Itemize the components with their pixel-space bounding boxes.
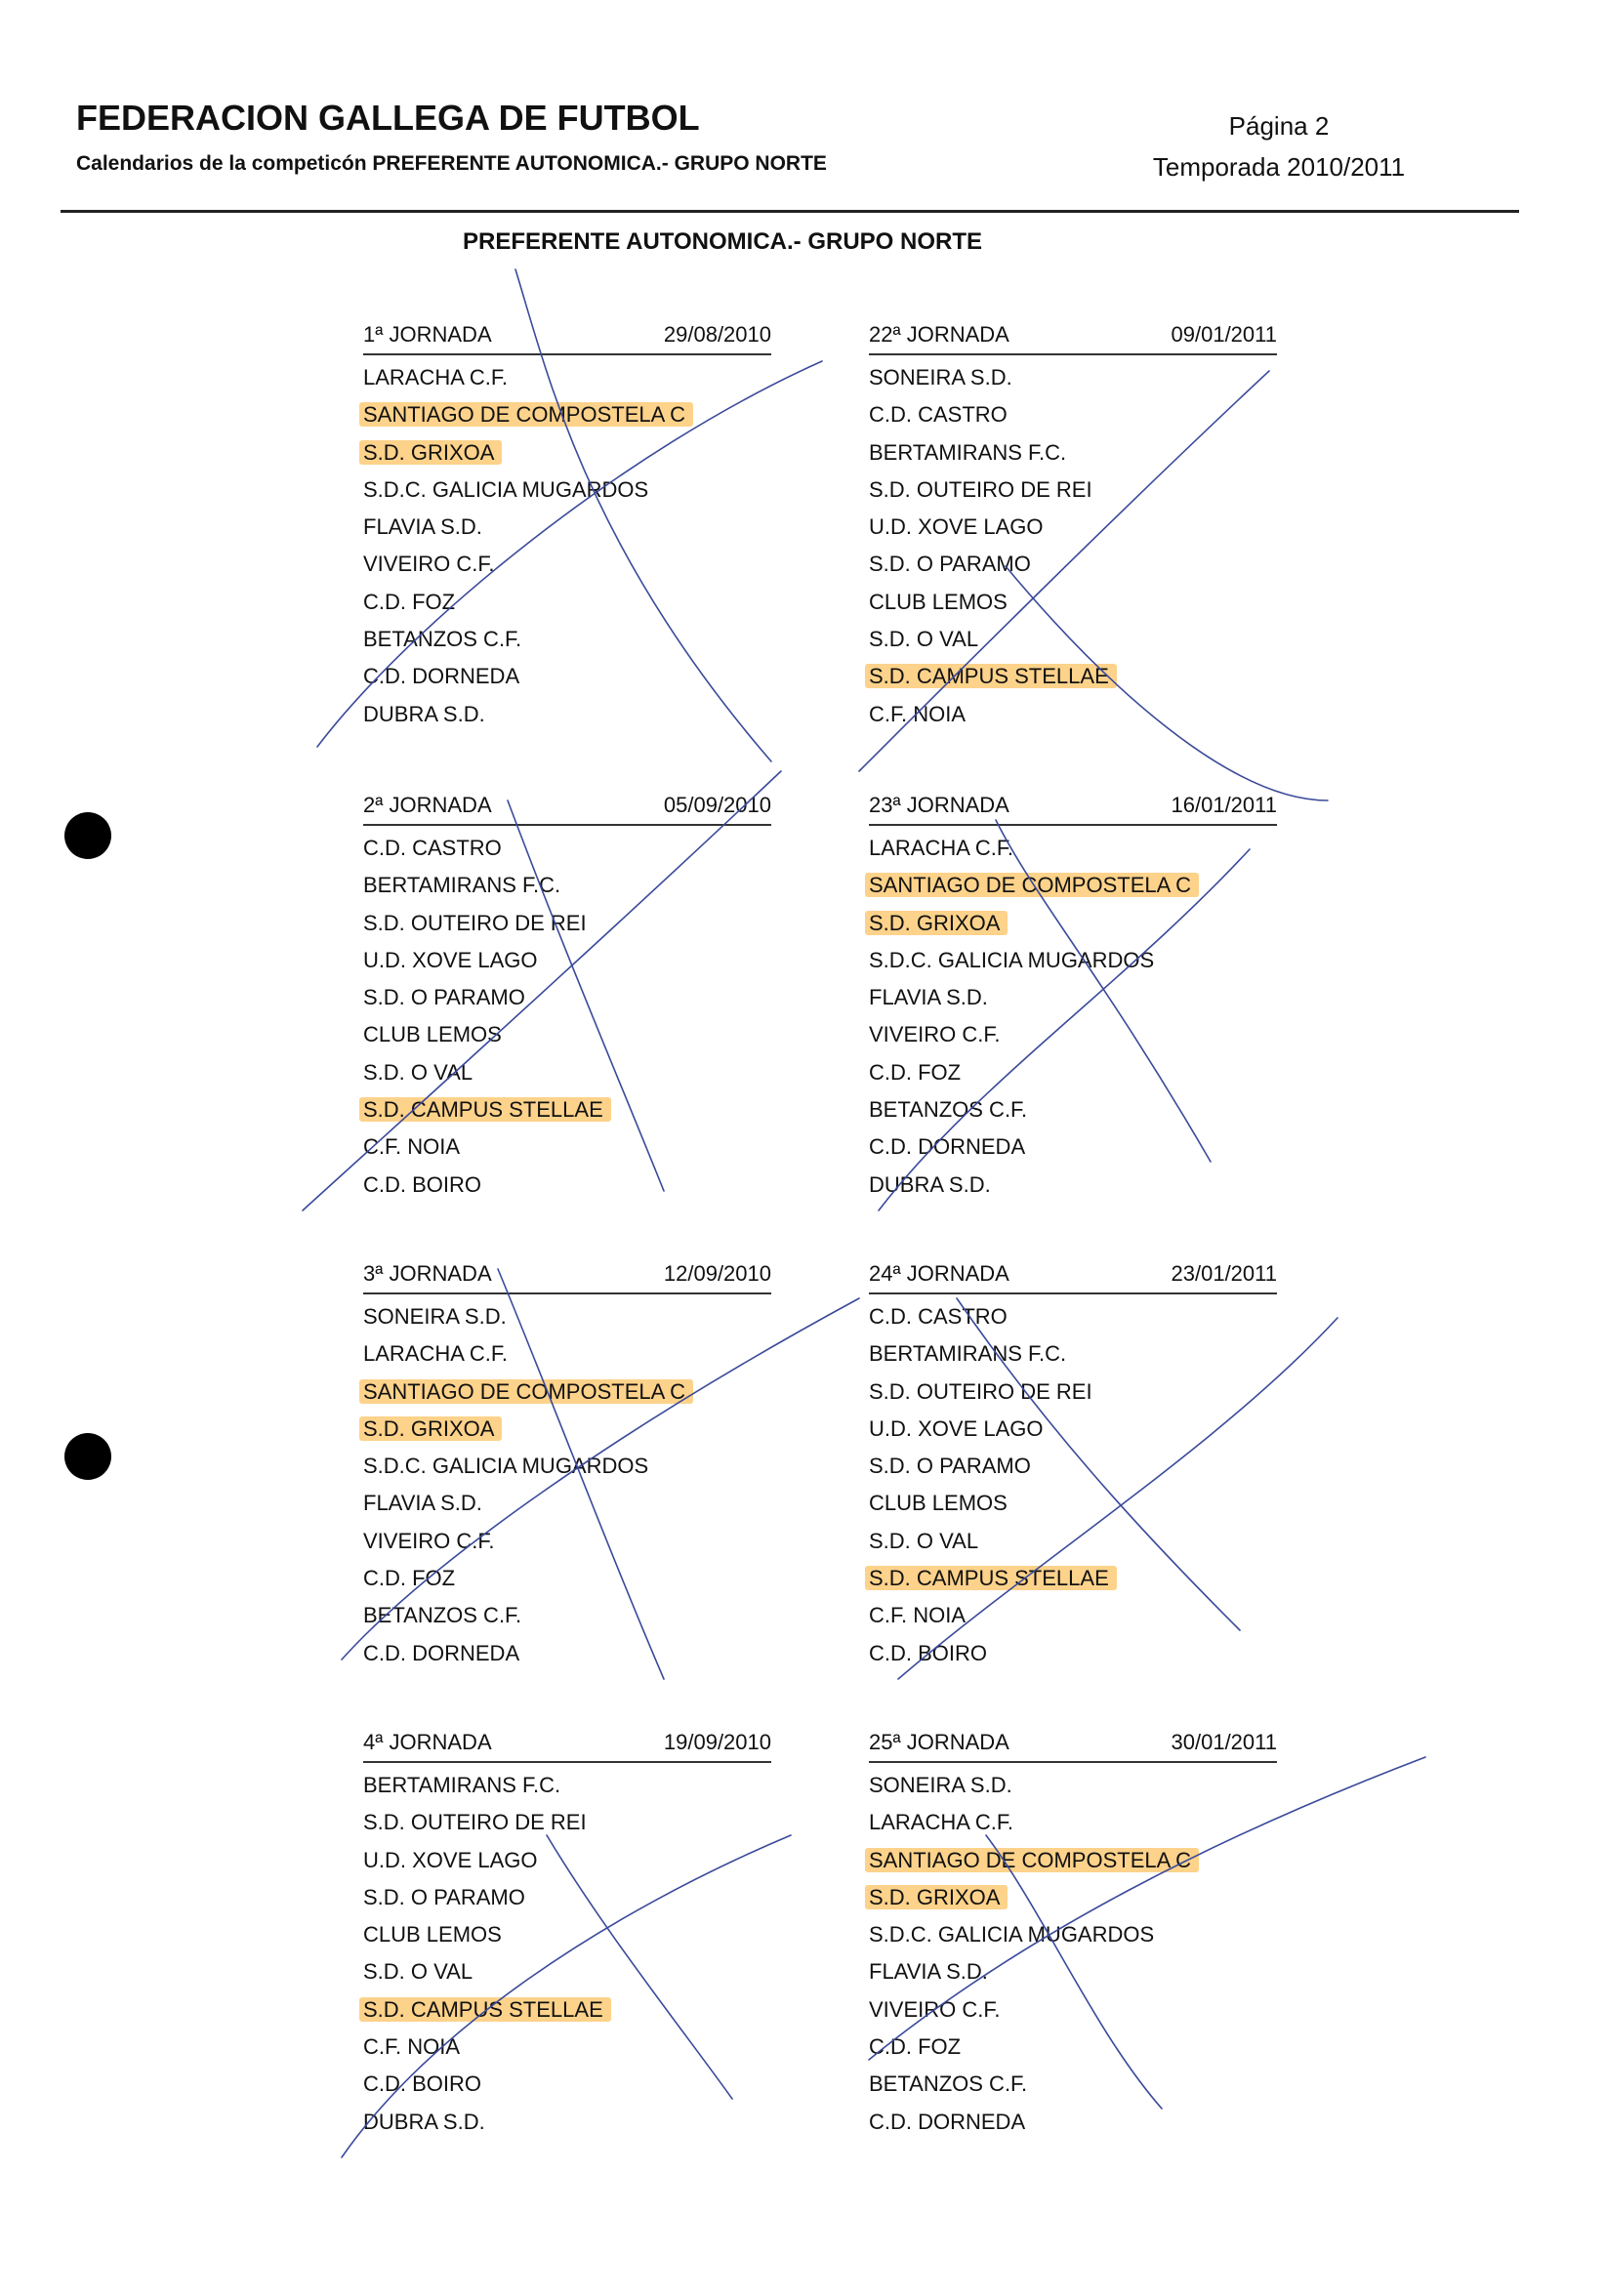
team-row [869, 1298, 1277, 1335]
round-divider [869, 353, 1277, 355]
team-row [363, 472, 771, 509]
team-name: C.D. BOIRO [363, 1171, 482, 1197]
team-row [869, 584, 1277, 621]
team-name: BERTAMIRANS F.C. [363, 1773, 561, 1797]
round-block [869, 1726, 1277, 2141]
round-name: 24ª JORNADA [869, 1261, 1009, 1286]
team-name: C.D. DORNEDA [869, 2109, 1026, 2134]
team-name: BETANZOS C.F. [363, 1603, 522, 1628]
team-row [363, 1335, 771, 1373]
header-divider [61, 210, 1519, 213]
round-divider [869, 824, 1277, 826]
team-row [869, 1953, 1277, 1990]
page-number: Página 2 [1228, 111, 1330, 141]
team-name: S.D. OUTEIRO DE REI [363, 1810, 587, 1835]
team-name: S.D.C. GALICIA MUGARDOS [363, 1454, 649, 1479]
round-block [363, 318, 771, 733]
team-row-highlighted [869, 905, 1277, 942]
team-row [363, 1298, 771, 1335]
team-name: S.D. CAMPUS STELLAE [865, 1566, 1117, 1590]
team-name: VIVEIRO C.F. [363, 552, 495, 577]
team-name: S.D. GRIXOA [359, 440, 502, 465]
team-name: BERTAMIRANS F.C. [363, 873, 561, 898]
team-row [363, 2066, 771, 2103]
federation-title: FEDERACION GALLEGA DE FUTBOL [76, 98, 700, 138]
team-name: C.F. NOIA [869, 701, 967, 726]
team-row [363, 1016, 771, 1053]
round-header [869, 318, 1277, 353]
team-row [869, 546, 1277, 583]
team-row [869, 509, 1277, 546]
team-name: S.D.C. GALICIA MUGARDOS [869, 947, 1155, 972]
team-name: LARACHA C.F. [869, 1810, 1013, 1835]
round-divider [869, 1761, 1277, 1763]
round-block [869, 1257, 1277, 1672]
punch-hole [64, 812, 111, 859]
round-date: 12/09/2010 [663, 1261, 771, 1286]
team-name: VIVEIRO C.F. [363, 1528, 495, 1553]
team-name: C.D. DORNEDA [363, 1640, 520, 1665]
team-row [363, 1804, 771, 1841]
team-row [869, 1167, 1277, 1204]
team-name: BETANZOS C.F. [869, 1097, 1028, 1123]
team-row [869, 1374, 1277, 1411]
team-name: SANTIAGO DE COMPOSTELA C [865, 873, 1199, 897]
round-date: 16/01/2011 [1171, 793, 1277, 817]
round-divider [869, 1292, 1277, 1294]
team-name: SANTIAGO DE COMPOSTELA C [359, 1379, 693, 1404]
team-row [363, 696, 771, 733]
team-name: C.D. FOZ [869, 1059, 962, 1085]
team-row-highlighted [869, 1879, 1277, 1916]
team-name: SANTIAGO DE COMPOSTELA C [865, 1848, 1199, 1872]
team-name: C.D. CASTRO [869, 402, 1008, 428]
team-row [869, 1448, 1277, 1485]
team-name: U.D. XOVE LAGO [869, 1415, 1044, 1441]
team-name: CLUB LEMOS [363, 1922, 502, 1948]
team-row [869, 359, 1277, 396]
team-row-highlighted [363, 434, 771, 472]
round-date: 23/01/2011 [1171, 1261, 1277, 1286]
team-name: DUBRA S.D. [869, 1171, 991, 1197]
team-name: C.F. NOIA [869, 1603, 967, 1628]
round-date: 05/09/2010 [663, 793, 771, 817]
team-name: S.D. OUTEIRO DE REI [869, 1378, 1092, 1404]
team-name: S.D. OUTEIRO DE REI [363, 910, 587, 935]
team-name: FLAVIA S.D. [363, 1491, 482, 1516]
team-name: BERTAMIRANS F.C. [869, 1341, 1067, 1367]
team-row [869, 1635, 1277, 1672]
team-name: S.D. O VAL [363, 1959, 473, 1985]
round-name: 2ª JORNADA [363, 793, 492, 817]
team-name: VIVEIRO C.F. [869, 1996, 1001, 2022]
team-row [363, 546, 771, 583]
team-row [363, 1842, 771, 1879]
team-row [869, 1991, 1277, 2029]
team-row [363, 2029, 771, 2066]
team-row [869, 830, 1277, 867]
round-header [363, 1257, 771, 1292]
team-name: S.D. O VAL [869, 627, 979, 652]
round-block [869, 318, 1277, 733]
team-name: DUBRA S.D. [363, 2109, 485, 2134]
team-row [869, 1054, 1277, 1091]
team-name: LARACHA C.F. [363, 365, 508, 390]
round-block [363, 1726, 771, 2141]
team-name: C.D. CASTRO [869, 1304, 1008, 1329]
round-divider [363, 1292, 771, 1294]
team-row [869, 396, 1277, 433]
team-name: U.D. XOVE LAGO [363, 1847, 538, 1872]
team-name: SONEIRA S.D. [869, 365, 1012, 390]
team-name: SANTIAGO DE COMPOSTELA C [359, 402, 693, 427]
team-row [363, 1167, 771, 1204]
team-name: FLAVIA S.D. [869, 1959, 988, 1985]
round-header [869, 1257, 1277, 1292]
team-name: BETANZOS C.F. [869, 2071, 1028, 2097]
team-name: C.F. NOIA [363, 2034, 461, 2060]
team-row [869, 1767, 1277, 1804]
team-row [363, 509, 771, 546]
team-name: C.D. FOZ [363, 1566, 456, 1591]
team-row-highlighted [363, 1411, 771, 1448]
team-name: FLAVIA S.D. [363, 514, 482, 540]
team-name: U.D. XOVE LAGO [869, 514, 1044, 540]
team-name: BERTAMIRANS F.C. [869, 439, 1067, 465]
round-header [363, 318, 771, 353]
team-name: VIVEIRO C.F. [869, 1022, 1001, 1047]
team-name: C.D. BOIRO [869, 1640, 988, 1665]
round-header [869, 789, 1277, 824]
team-row [363, 1128, 771, 1166]
team-name: S.D. GRIXOA [865, 911, 1008, 935]
team-row-highlighted [363, 1091, 771, 1128]
round-divider [363, 353, 771, 355]
team-row [363, 1635, 771, 1672]
team-row-highlighted [869, 1560, 1277, 1597]
round-name: 3ª JORNADA [363, 1261, 492, 1286]
team-row [363, 1597, 771, 1634]
round-block [869, 789, 1277, 1204]
team-row [869, 2066, 1277, 2103]
team-row [363, 1560, 771, 1597]
round-block [363, 789, 771, 1204]
round-name: 25ª JORNADA [869, 1730, 1009, 1754]
team-row [869, 621, 1277, 658]
team-row [869, 1485, 1277, 1522]
team-row [363, 1448, 771, 1485]
team-name: S.D.C. GALICIA MUGARDOS [869, 1922, 1155, 1948]
season-label: Temporada 2010/2011 [1152, 152, 1406, 182]
team-row [363, 621, 771, 658]
team-row [869, 1523, 1277, 1560]
punch-hole [64, 1433, 111, 1480]
team-row [869, 1597, 1277, 1634]
team-row-highlighted [363, 1991, 771, 2029]
team-name: S.D.C. GALICIA MUGARDOS [363, 476, 649, 502]
team-row-highlighted [869, 867, 1277, 904]
round-divider [363, 824, 771, 826]
team-row [869, 1804, 1277, 1841]
team-row [363, 1523, 771, 1560]
round-divider [363, 1761, 771, 1763]
team-name: C.D. FOZ [869, 2034, 962, 2060]
team-row [363, 979, 771, 1016]
team-name: S.D. CAMPUS STELLAE [865, 664, 1117, 688]
team-name: S.D. GRIXOA [359, 1416, 502, 1441]
team-row [869, 942, 1277, 979]
team-row [363, 1953, 771, 1990]
team-row-highlighted [869, 658, 1277, 695]
team-row [869, 979, 1277, 1016]
round-block [363, 1257, 771, 1672]
team-row [363, 830, 771, 867]
round-date: 30/01/2011 [1171, 1730, 1277, 1754]
team-name: C.F. NOIA [363, 1134, 461, 1160]
team-row [869, 2104, 1277, 2141]
team-row [363, 1054, 771, 1091]
team-name: U.D. XOVE LAGO [363, 947, 538, 972]
team-name: DUBRA S.D. [363, 701, 485, 726]
round-date: 19/09/2010 [663, 1730, 771, 1754]
team-name: FLAVIA S.D. [869, 985, 988, 1010]
team-row [869, 1016, 1277, 1053]
team-row [363, 905, 771, 942]
team-name: S.D. GRIXOA [865, 1885, 1008, 1909]
team-row [363, 867, 771, 904]
team-row [869, 696, 1277, 733]
team-name: S.D. OUTEIRO DE REI [869, 476, 1092, 502]
team-row [869, 2029, 1277, 2066]
team-row-highlighted [363, 396, 771, 433]
section-title: PREFERENTE AUTONOMICA.- GRUPO NORTE [462, 228, 983, 255]
team-name: C.D. DORNEDA [869, 1134, 1026, 1160]
team-row [869, 1916, 1277, 1953]
team-name: LARACHA C.F. [363, 1341, 508, 1367]
team-row [363, 584, 771, 621]
team-name: S.D. CAMPUS STELLAE [359, 1997, 611, 2022]
round-header [363, 789, 771, 824]
round-name: 23ª JORNADA [869, 793, 1009, 817]
round-name: 1ª JORNADA [363, 322, 492, 347]
team-name: C.D. CASTRO [363, 836, 502, 860]
team-name: S.D. O PARAMO [363, 985, 525, 1010]
team-row [363, 359, 771, 396]
team-name: S.D. CAMPUS STELLAE [359, 1097, 611, 1122]
team-row-highlighted [869, 1842, 1277, 1879]
team-row [363, 2104, 771, 2141]
round-date: 09/01/2011 [1171, 322, 1277, 347]
team-name: C.D. DORNEDA [363, 664, 520, 689]
team-name: S.D. O PARAMO [869, 552, 1031, 577]
team-name: SONEIRA S.D. [363, 1304, 507, 1329]
team-name: CLUB LEMOS [869, 1491, 1008, 1516]
team-row [869, 1091, 1277, 1128]
team-row [363, 1767, 771, 1804]
team-name: BETANZOS C.F. [363, 627, 522, 652]
round-date: 29/08/2010 [663, 322, 771, 347]
round-name: 22ª JORNADA [869, 322, 1009, 347]
team-name: S.D. O PARAMO [869, 1454, 1031, 1479]
team-row [869, 1128, 1277, 1166]
team-row [869, 1335, 1277, 1373]
team-row [363, 658, 771, 695]
team-row-highlighted [363, 1374, 771, 1411]
team-name: CLUB LEMOS [363, 1022, 502, 1047]
team-name: S.D. O VAL [869, 1528, 979, 1553]
team-name: S.D. O VAL [363, 1059, 473, 1085]
team-name: C.D. FOZ [363, 589, 456, 614]
round-header [869, 1726, 1277, 1761]
team-row [363, 942, 771, 979]
team-name: SONEIRA S.D. [869, 1773, 1012, 1797]
team-name: S.D. O PARAMO [363, 1884, 525, 1909]
team-row [363, 1916, 771, 1953]
team-name: CLUB LEMOS [869, 589, 1008, 614]
team-row [869, 472, 1277, 509]
team-name: C.D. BOIRO [363, 2071, 482, 2097]
team-row [363, 1879, 771, 1916]
competition-subtitle: Calendarios de la competicón PREFERENTE AUTONOMICA.- GRUPO NORTE [76, 152, 827, 175]
round-name: 4ª JORNADA [363, 1730, 492, 1754]
round-header [363, 1726, 771, 1761]
team-row [363, 1485, 771, 1522]
team-row [869, 434, 1277, 472]
team-row [869, 1411, 1277, 1448]
team-name: LARACHA C.F. [869, 836, 1013, 860]
